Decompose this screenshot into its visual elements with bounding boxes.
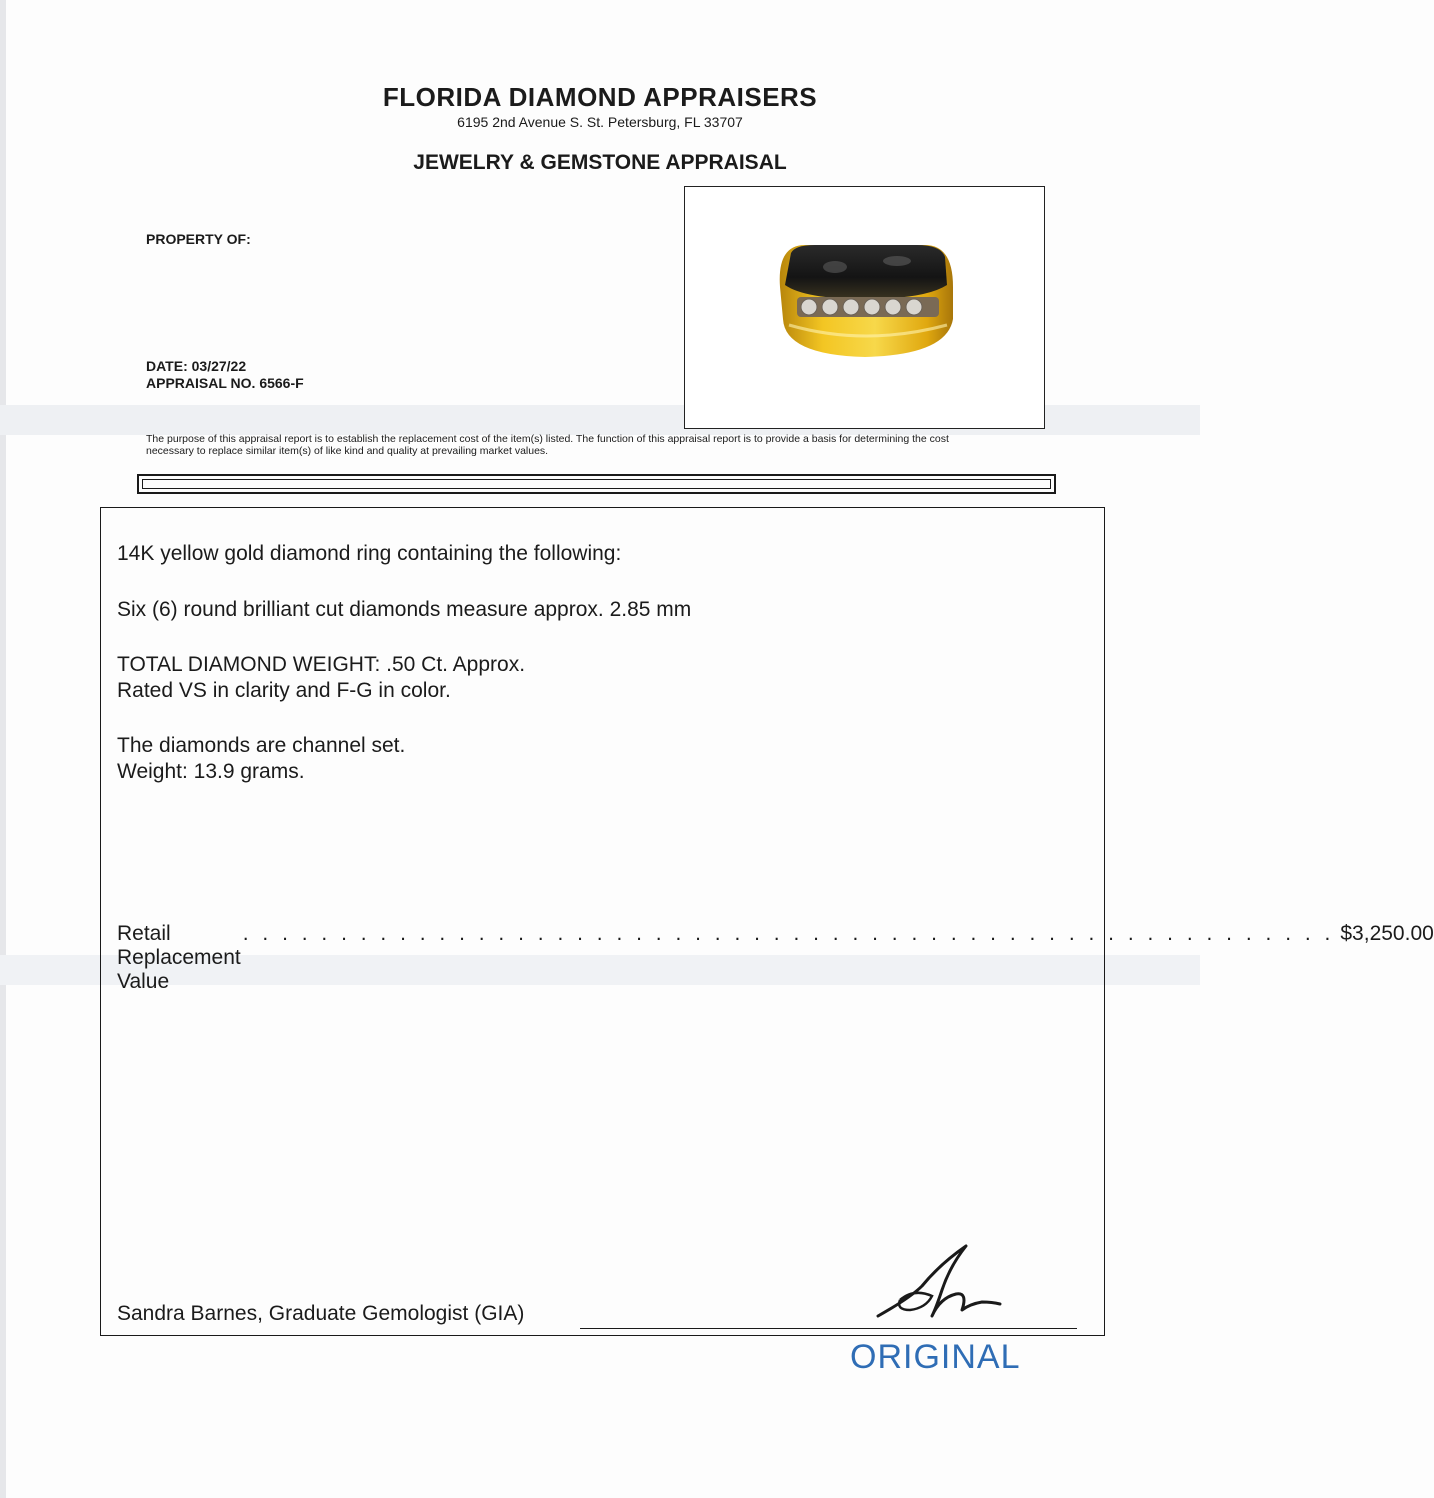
document-title: JEWELRY & GEMSTONE APPRAISAL: [413, 151, 787, 174]
replacement-value-label: Retail Replacement Value: [117, 922, 241, 993]
property-of-label: PROPERTY OF:: [146, 231, 251, 247]
replacement-value-amount: $3,250.00: [1340, 922, 1434, 945]
clarity-color-rating: Rated VS in clarity and F-G in color.: [117, 679, 451, 702]
replacement-value-row: [117, 922, 1434, 993]
setting-style: The diamonds are channel set.: [117, 734, 406, 757]
original-stamp: ORIGINAL: [850, 1338, 1021, 1376]
scan-edge: [0, 0, 6, 1498]
handwritten-signature: [870, 1238, 1010, 1333]
purpose-line: necessary to replace similar item(s) of like kind and quality at prevailing market values.: [146, 445, 549, 457]
item-description: 14K yellow gold diamond ring containing the following:: [117, 542, 622, 565]
total-diamond-weight: TOTAL DIAMOND WEIGHT: .50 Ct. Approx.: [117, 653, 526, 676]
ring-photo: [685, 187, 1044, 428]
ring-photo-frame: [684, 186, 1045, 429]
appraisal-date: DATE: 03/27/22: [146, 358, 247, 374]
leader-dots: . . . . . . . . . . . . . . . . . . . . . . . . . . . . . . . . . . . . . . . . . . . . . . . . . . . . . . . .: [242, 922, 1335, 945]
item-weight: Weight: 13.9 grams.: [117, 760, 305, 783]
appraisal-number: APPRAISAL NO. 6566-F: [146, 375, 304, 391]
company-name: FLORIDA DIAMOND APPRAISERS: [382, 82, 818, 112]
purpose-statement: [146, 433, 1066, 457]
divider-bar: [137, 474, 1056, 494]
company-address: 6195 2nd Avenue S. St. Petersburg, FL 33707: [457, 114, 743, 130]
purpose-line: The purpose of this appraisal report is to establish the replacement cost of the item(s) listed. The function of this appraisal report is to provide a basis for determining the cost: [146, 433, 949, 445]
diamond-details: Six (6) round brilliant cut diamonds measure approx. 2.85 mm: [117, 598, 692, 621]
signer-name: Sandra Barnes, Graduate Gemologist (GIA): [117, 1302, 525, 1325]
